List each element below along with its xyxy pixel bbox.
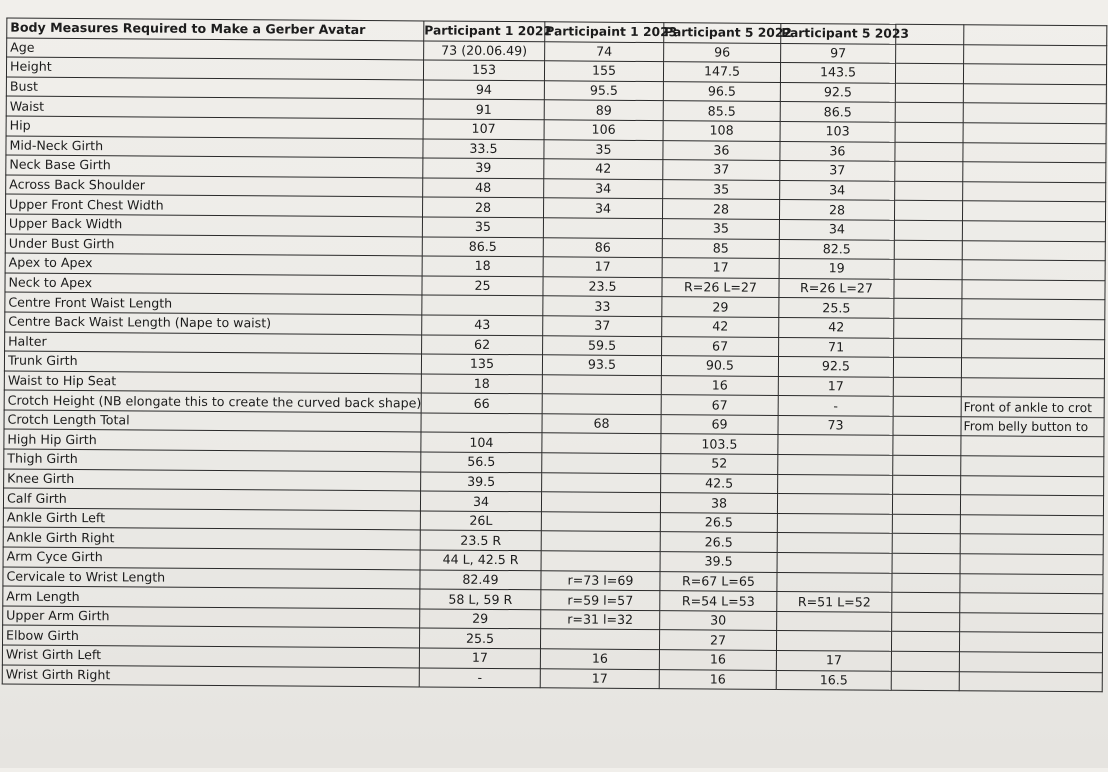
row-label: Thigh Girth [4, 449, 421, 472]
column-header: Participant 5 2022 [664, 23, 781, 43]
row-label: Knee Girth [4, 469, 421, 492]
value-cell: 82.49 [420, 570, 541, 590]
value-cell: 94 [423, 80, 544, 100]
value-cell: 29 [662, 297, 779, 317]
value-cell: 39 [423, 158, 544, 178]
value-cell: 17 [778, 376, 893, 396]
note-cell [962, 299, 1105, 320]
note-cell [962, 319, 1105, 340]
row-label: Apex to Apex [5, 253, 422, 276]
note-cell [962, 279, 1105, 300]
value-cell [541, 531, 660, 551]
row-label: Crotch Height (NB elongate this to create the curved back shape) [4, 390, 421, 413]
row-label: Across Back Shoulder [6, 175, 423, 198]
value-cell: 48 [423, 178, 544, 198]
empty-cell [895, 122, 963, 142]
row-label: Trunk Girth [4, 351, 421, 374]
empty-cell [896, 44, 964, 64]
value-cell: 58 L, 59 R [420, 589, 541, 609]
value-cell [542, 433, 661, 453]
empty-cell [895, 142, 963, 162]
empty-cell [894, 201, 962, 221]
value-cell: 89 [544, 100, 663, 120]
empty-cell [894, 318, 962, 338]
value-cell: 82.5 [779, 239, 894, 259]
row-label: High Hip Girth [4, 430, 421, 453]
value-cell: 42 [779, 317, 894, 337]
value-cell: 74 [545, 41, 664, 61]
value-cell: 96.5 [663, 81, 780, 101]
table-title: Body Measures Required to Make a Gerber Avatar [7, 18, 424, 41]
value-cell: 62 [422, 334, 543, 354]
value-cell [777, 513, 892, 533]
value-cell: 42 [662, 317, 779, 337]
empty-cell [895, 161, 963, 181]
note-cell [963, 181, 1106, 202]
value-cell: 56.5 [421, 452, 542, 472]
value-cell: 29 [420, 609, 541, 629]
value-cell: 86.5 [422, 236, 543, 256]
note-cell [960, 554, 1103, 575]
row-label: Wrist Girth Left [2, 645, 419, 668]
note-cell [962, 240, 1105, 261]
value-cell: 30 [660, 610, 777, 630]
empty-cell [894, 259, 962, 279]
column-header: Participaint 1 2023 [545, 22, 664, 42]
value-cell: - [778, 396, 893, 416]
empty-cell [893, 416, 961, 436]
value-cell: 106 [544, 120, 663, 140]
empty-cell [895, 63, 963, 83]
empty-cell [893, 397, 961, 417]
row-label: Centre Front Waist Length [5, 292, 422, 315]
note-cell [960, 515, 1103, 536]
value-cell [541, 551, 660, 571]
value-cell: 19 [779, 259, 894, 279]
empty-cell [893, 455, 961, 475]
value-cell [778, 455, 893, 475]
value-cell: 27 [659, 630, 776, 650]
value-cell: 107 [423, 119, 544, 139]
row-label: Arm Cyce Girth [3, 547, 420, 570]
empty-cell [892, 534, 960, 554]
note-cell [960, 593, 1103, 614]
note-cell [961, 436, 1104, 457]
note-cell [959, 632, 1102, 653]
note-cell: Front of ankle to crot [961, 397, 1104, 418]
empty-cell [891, 651, 959, 671]
value-cell: 23.5 [543, 277, 662, 297]
value-cell: 16 [661, 375, 778, 395]
note-cell [963, 142, 1106, 163]
value-cell: 36 [663, 140, 780, 160]
value-cell [542, 374, 661, 394]
note-cell [960, 534, 1103, 555]
empty-cell [893, 436, 961, 456]
value-cell: R=54 L=53 [660, 591, 777, 611]
value-cell: 35 [422, 217, 543, 237]
value-cell [777, 533, 892, 553]
value-cell [777, 552, 892, 572]
value-cell: 37 [780, 161, 895, 181]
value-cell: 38 [660, 493, 777, 513]
row-label: Height [6, 57, 423, 80]
note-cell [962, 201, 1105, 222]
value-cell [777, 494, 892, 514]
value-cell: 52 [661, 454, 778, 474]
value-cell: 26.5 [660, 532, 777, 552]
value-cell: 103 [780, 121, 895, 141]
note-cell [961, 358, 1104, 379]
value-cell [541, 492, 660, 512]
note-cell [962, 221, 1105, 242]
note-cell [960, 613, 1103, 634]
measurements-table [2, 18, 1108, 693]
value-cell: 97 [781, 43, 896, 63]
empty-cell [893, 357, 961, 377]
empty-header-cell [964, 25, 1107, 46]
row-label: Crotch Length Total [4, 410, 421, 433]
row-label: Bust [6, 77, 423, 100]
value-cell: 67 [662, 336, 779, 356]
value-cell: 39.5 [660, 552, 777, 572]
value-cell: 85.5 [663, 101, 780, 121]
empty-cell [892, 592, 960, 612]
value-cell: 34 [780, 180, 895, 200]
note-cell [963, 64, 1106, 85]
empty-cell [895, 181, 963, 201]
note-cell [960, 573, 1103, 594]
empty-cell [895, 103, 963, 123]
value-cell: 85 [662, 238, 779, 258]
value-cell: 25.5 [419, 628, 540, 648]
column-header: Participant 1 2022 [424, 21, 545, 41]
value-cell: 25 [422, 276, 543, 296]
empty-cell [895, 83, 963, 103]
row-label: Waist [6, 96, 423, 119]
value-cell: 43 [422, 315, 543, 335]
row-label: Centre Back Waist Length (Nape to waist) [5, 312, 422, 335]
value-cell: 103.5 [661, 434, 778, 454]
note-cell: From belly button to [961, 417, 1104, 438]
value-cell: 96 [664, 42, 781, 62]
value-cell: 28 [779, 200, 894, 220]
value-cell: 73 [778, 415, 893, 435]
value-cell: 93.5 [542, 355, 661, 375]
note-cell [962, 338, 1105, 359]
row-label: Hip [6, 116, 423, 139]
value-cell: 37 [543, 316, 662, 336]
value-cell: 17 [540, 668, 659, 688]
note-cell [959, 652, 1102, 673]
row-label: Mid-Neck Girth [6, 136, 423, 159]
note-cell [961, 456, 1104, 477]
row-label: Upper Front Chest Width [6, 194, 423, 217]
value-cell: 69 [661, 415, 778, 435]
value-cell: 86.5 [780, 102, 895, 122]
value-cell: 135 [421, 354, 542, 374]
value-cell [776, 631, 891, 651]
empty-cell [893, 377, 961, 397]
value-cell: 34 [544, 179, 663, 199]
value-cell: 26L [420, 511, 541, 531]
value-cell: 33 [543, 296, 662, 316]
note-cell [963, 103, 1106, 124]
empty-cell [894, 338, 962, 358]
value-cell: 42.5 [661, 473, 778, 493]
note-cell [963, 162, 1106, 183]
empty-cell [892, 494, 960, 514]
value-cell: 90.5 [661, 356, 778, 376]
value-cell: 73 (20.06.49) [424, 41, 545, 61]
value-cell: 42 [544, 159, 663, 179]
value-cell: 26.5 [660, 512, 777, 532]
value-cell: 18 [422, 256, 543, 276]
value-cell: 66 [421, 393, 542, 413]
value-cell: 67 [661, 395, 778, 415]
value-cell: 91 [423, 99, 544, 119]
value-cell: r=31 l=32 [541, 610, 660, 630]
value-cell [421, 413, 542, 433]
row-label: Under Bust Girth [5, 234, 422, 257]
empty-cell [892, 612, 960, 632]
value-cell: 28 [662, 199, 779, 219]
value-cell [542, 453, 661, 473]
value-cell: 108 [663, 121, 780, 141]
row-label: Halter [5, 332, 422, 355]
row-label: Ankle Girth Right [3, 527, 420, 550]
value-cell: 17 [419, 648, 540, 668]
empty-cell [894, 220, 962, 240]
empty-cell [894, 279, 962, 299]
note-cell [964, 44, 1107, 65]
value-cell: 35 [544, 139, 663, 159]
row-label: Upper Arm Girth [3, 606, 420, 629]
value-cell: 34 [779, 219, 894, 239]
value-cell: 37 [663, 160, 780, 180]
empty-cell [892, 573, 960, 593]
value-cell: 44 L, 42.5 R [420, 550, 541, 570]
value-cell: - [419, 668, 540, 688]
value-cell: 35 [662, 219, 779, 239]
value-cell: r=73 l=69 [541, 570, 660, 590]
value-cell: R=26 L=27 [779, 278, 894, 298]
value-cell [540, 629, 659, 649]
value-cell: 18 [421, 374, 542, 394]
value-cell: 16 [540, 649, 659, 669]
row-label: Neck Base Girth [6, 155, 423, 178]
empty-cell [891, 671, 959, 691]
value-cell [777, 572, 892, 592]
empty-cell [891, 632, 959, 652]
value-cell [778, 435, 893, 455]
value-cell: 71 [779, 337, 894, 357]
value-cell: 16.5 [776, 670, 891, 690]
value-cell: 33.5 [423, 139, 544, 159]
row-label: Cervicale to Wrist Length [3, 567, 420, 590]
empty-cell [892, 514, 960, 534]
value-cell: 35 [663, 179, 780, 199]
value-cell [422, 295, 543, 315]
note-cell [963, 84, 1106, 105]
note-cell [961, 475, 1104, 496]
note-cell [960, 495, 1103, 516]
value-cell [543, 218, 662, 238]
column-header: Participant 5 2023 [781, 23, 896, 43]
row-label: Wrist Girth Right [2, 665, 419, 688]
value-cell: 153 [423, 60, 544, 80]
empty-cell [892, 553, 960, 573]
value-cell: R=26 L=27 [662, 277, 779, 297]
value-cell: 92.5 [778, 357, 893, 377]
value-cell: r=59 l=57 [541, 590, 660, 610]
empty-cell [894, 299, 962, 319]
value-cell [541, 512, 660, 532]
row-label: Arm Length [3, 586, 420, 609]
value-cell [777, 611, 892, 631]
row-label: Elbow Girth [2, 625, 419, 648]
value-cell: 28 [422, 197, 543, 217]
note-cell [963, 123, 1106, 144]
value-cell: 17 [543, 257, 662, 277]
value-cell: 59.5 [543, 335, 662, 355]
row-label: Waist to Hip Seat [4, 371, 421, 394]
note-cell [962, 260, 1105, 281]
value-cell: 16 [659, 669, 776, 689]
value-cell: 23.5 R [420, 530, 541, 550]
empty-cell [893, 475, 961, 495]
row-label: Neck to Apex [5, 273, 422, 296]
value-cell: 17 [776, 650, 891, 670]
value-cell: R=67 L=65 [660, 571, 777, 591]
row-label: Upper Back Width [5, 214, 422, 237]
value-cell: 95.5 [544, 81, 663, 101]
empty-cell [894, 240, 962, 260]
value-cell [778, 474, 893, 494]
value-cell: 34 [420, 491, 541, 511]
value-cell: 68 [542, 414, 661, 434]
value-cell: 39.5 [421, 472, 542, 492]
value-cell: 36 [780, 141, 895, 161]
value-cell: 17 [662, 258, 779, 278]
value-cell: 34 [543, 198, 662, 218]
value-cell [542, 472, 661, 492]
value-cell: 143.5 [780, 63, 895, 83]
value-cell: 92.5 [780, 82, 895, 102]
value-cell: 104 [421, 432, 542, 452]
row-label: Age [7, 38, 424, 61]
value-cell: 155 [544, 61, 663, 81]
value-cell: 147.5 [663, 62, 780, 82]
value-cell: R=51 L=52 [777, 592, 892, 612]
value-cell: 16 [659, 650, 776, 670]
row-label: Ankle Girth Left [3, 508, 420, 531]
value-cell: 86 [543, 237, 662, 257]
value-cell [542, 394, 661, 414]
row-label: Calf Girth [3, 488, 420, 511]
note-cell [961, 377, 1104, 398]
value-cell: 25.5 [779, 298, 894, 318]
note-cell [959, 671, 1102, 692]
